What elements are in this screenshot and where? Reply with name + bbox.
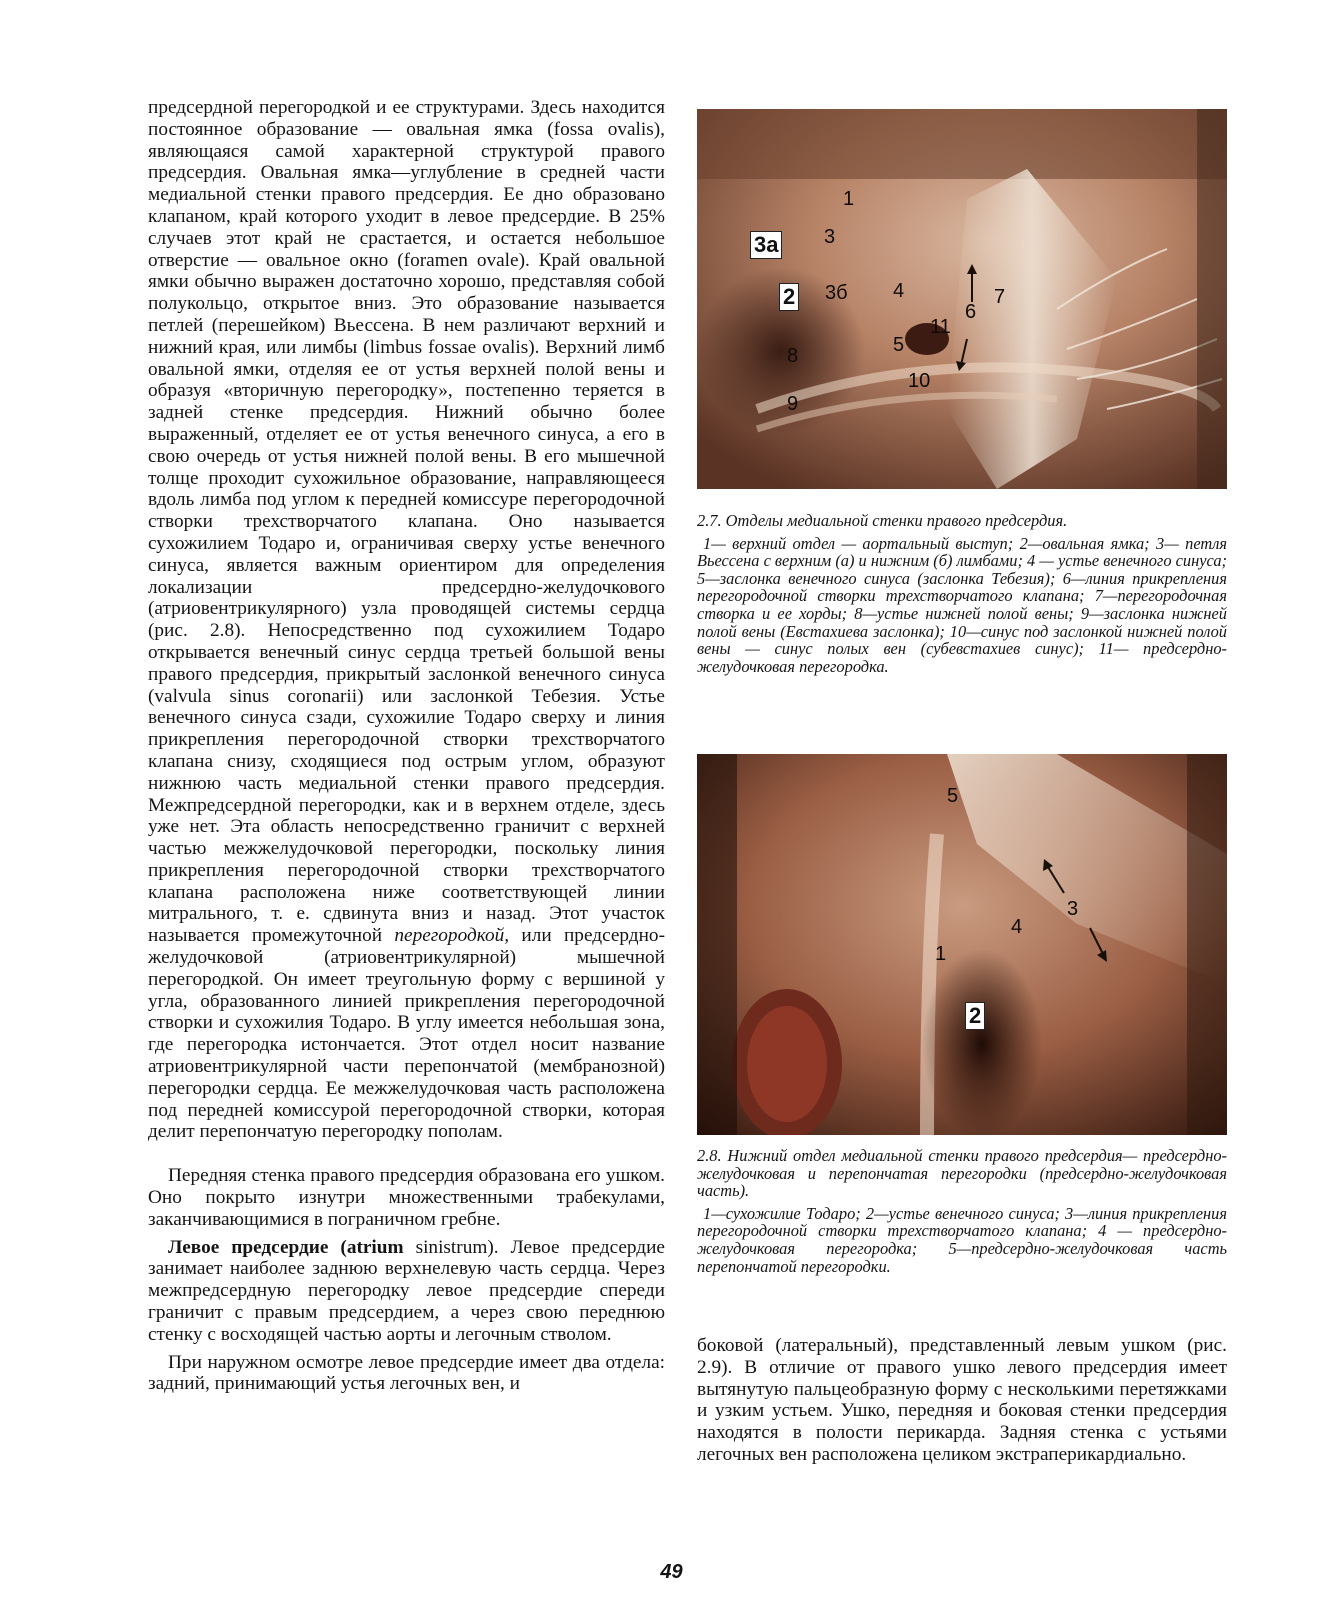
- section-heading-left-atrium: Левое предсердие (atrium: [168, 1236, 404, 1258]
- figure-label-2: 2: [965, 1002, 985, 1030]
- figure-label-2: 2: [779, 283, 799, 311]
- figure-label-11: 11: [930, 316, 951, 338]
- figure-label-3: 3: [1067, 898, 1079, 920]
- figure-label-1: 1: [935, 943, 947, 965]
- paragraph-anterior-wall: Передняя стенка правого предсердия образована его ушком. Оно покрыто изнутри множественными трабекулами, заканчивающимися в пограничном гребне.: [148, 1165, 665, 1230]
- arrow-down-right-icon: [1087, 926, 1109, 962]
- figure-label-5: 5: [947, 785, 959, 807]
- figure-label-5: 5: [893, 334, 905, 356]
- figure-label-10: 10: [908, 370, 931, 392]
- arrow-up-left-icon: [1042, 859, 1068, 895]
- paragraph-external-view: При наружном осмотре левое предсердие имеет два отдела: задний, принимающий устья легочных вен, и: [148, 1351, 665, 1395]
- anatomy-photo-2: [697, 754, 1227, 1135]
- figure-2-7-photo: [697, 109, 1227, 489]
- figure-label-8: 8: [787, 345, 799, 367]
- caption-legend: 1— верхний отдел — аортальный выступ; 2—овальная ямка; 3— петля Вьессена с верхним (а) и нижним (б) лимбами; 4 — устье венечного синуса; 5—заслонка венечного синуса (заслонка Тебезия); 6—линия прикрепления перегородочной створки трехстворчатого клапана; 7—перегородочная створка и ее хорды; 8—устье нижней полой вены; 9—заслонка нижней полой вены (Евстахиева заслонка); 10—синус под заслонкой нижней полой вены — синус полых вен (субевстахиев синус); 11— предсердно-желудочковая перегородка.: [697, 533, 1227, 676]
- figure-label-6: 6: [965, 301, 977, 323]
- paragraph-left-atrium: Левое предсердие (atrium sinistrum). Левое предсердие занимает наиболее заднюю верхнелевую часть сердца. Через межпредсердную перегородку левое предсердие спереди граничит с правым предсердием, а через свою переднюю стенку с восходящей частью аорты и легочным стволом.: [148, 1236, 665, 1345]
- anatomy-photo-1: [697, 109, 1227, 489]
- figure-label-3b: 3б: [825, 282, 848, 304]
- figure-label-4: 4: [893, 280, 905, 302]
- caption-title: 2.8. Нижний отдел медиальной стенки правого предсердия— предсердно-желудочковая и перепончатая перегородки (предсердно-желудочковая часть).: [697, 1146, 1227, 1201]
- caption-title: 2.7. Отделы медиальной стенки правого предсердия.: [697, 511, 1068, 530]
- arrow-down-icon: [955, 337, 971, 371]
- figure-label-9: 9: [787, 393, 799, 415]
- paragraph-left-auricle: боковой (латеральный), представленный левым ушком (рис. 2.9). В отличие от правого ушко левого предсердия имеет вытянутую пальцеобразную форму с несколькими перетяжками и узким устьем. Ушко, передняя и боковая стенки предсердия находятся в полости перикарда. Задняя стенка с устьями легочных вен расположена целиком экстраперикардиально.: [697, 1335, 1227, 1465]
- figure-2-8-photo: [697, 754, 1227, 1135]
- caption-legend: 1—сухожилие Тодаро; 2—устье венечного синуса; 3—линия прикрепления перегородочной створки трехстворчатого клапана; 4 — предсердно-желудочковая перегородка; 5—предсердно-желудочковая часть перепончатой перегородки.: [697, 1203, 1227, 1276]
- page-number: 49: [660, 1561, 683, 1583]
- figure-2-7-caption: [697, 512, 1227, 675]
- figure-label-4: 4: [1011, 916, 1023, 938]
- paragraph-fossa-ovalis: предсердной перегородкой и ее структурами. Здесь находится постоянное образование — овальная ямка (fossa ovalis), являющаяся самой характерной структурой правого предсердия. Овальная ямка—углубление в средней части медиальной стенки правого предсердия. Ее дно образовано клапаном, край которого уходит в левое предсердие. В 25% случаев этот край не срастается, и остается небольшое отверстие — овальное окно (foramen ovale). Край овальной ямки обычно выражен достаточно хорошо, представляя собой полукольцо, открытое вниз. Это образование называется петлей (перешейком) Вьессена. В нем различают верхний и нижний края, или лимбы (limbus fossae ovalis). Верхний лимб овальной ямки, отделяя ее от устья верхней полой вены и образуя «вторичную перегородку», постепенно теряется в задней стенке предсердия. Нижний обычно более выраженный, отделяет ее от устья венечного синуса, а его в свою очередь от устья нижней полой вены. В его мышечной толще проходит сухожильное образование, направляющееся вдоль лимба под углом к передней комиссуре перегородочной створки трехстворчатого клапана. Оно называется сухожилием Тодаро и, ограничивая сверху устье венечного синуса, является важным ориентиром для определения локализации предсердно-желудочкового (атриовентрикулярного) узла проводящей системы сердца (рис. 2.8). Непосредственно под сухожилием Тодаро открывается венечный синус сердца третьей большой вены правого предсердия, прикрытый заслонкой венечного синуса (valvula sinus coronarii) или заслонкой Тебезия. Устье венечного синуса сзади, сухожилие Тодаро сверху и линия прикрепления перегородочной створки трехстворчатого клапана снизу, сходящиеся под острым углом, образуют нижнюю часть медиальной стенки правого предсердия. Межпредсердной перегородки, как и в верхнем отделе, здесь уже нет. Эта область непосредственно граничит с верхней частью межжелудочковой перегородки, поскольку линия прикрепления перегородочной створки трехстворчатого клапана расположена ниже соответствующей линии митрального, т. е. сдвинута вниз и назад. Этот участок называется промежуточной перегородкой, или предсердно-желудочковой (атриовентрикулярной) мышечной перегородкой. Он имеет треугольную форму с вершиной у угла, образованного линией прикрепления перегородочной створки и сухожилия Тодаро. В углу имеется небольшая зона, где перегородка истончается. Этот отдел носит название атриовентрикулярной части перепончатой (мембранозной) перегородки сердца. Ее межжелудочковая часть расположена под передней комиссурой перегородочной створки, которая делит перепончатую перегородку пополам.: [148, 97, 665, 1143]
- left-text-column: [148, 97, 665, 1395]
- figure-label-1: 1: [843, 188, 855, 210]
- italic-term: перегородкой,: [394, 925, 510, 947]
- arrow-up-icon: [965, 264, 979, 304]
- figure-label-3: 3: [824, 226, 836, 248]
- figure-label-3a: 3а: [750, 231, 782, 259]
- figure-label-7: 7: [994, 286, 1006, 308]
- figure-2-8-caption: [697, 1147, 1227, 1275]
- right-text-column: [697, 1335, 1227, 1466]
